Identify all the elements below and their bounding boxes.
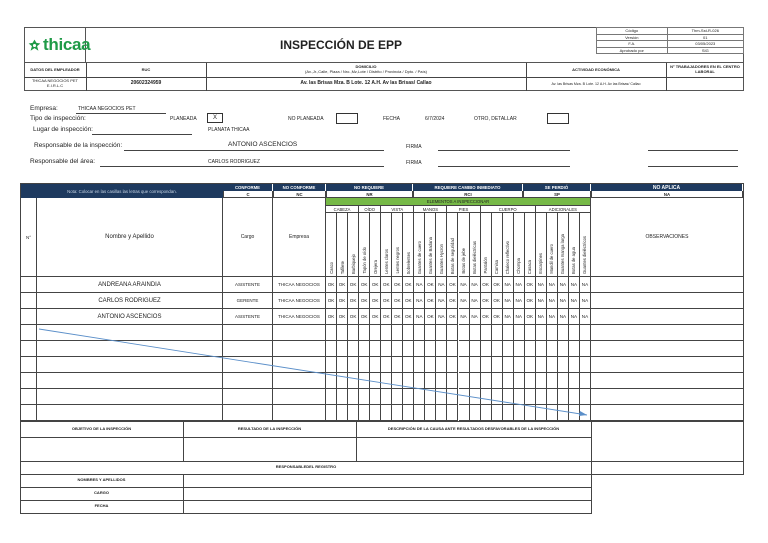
element-column-header (436, 213, 447, 277)
legend-band-label: NO REQUIERE (326, 184, 413, 191)
row-mark-cell[interactable]: NA (459, 309, 470, 325)
row-observation-cell[interactable] (591, 373, 743, 389)
page-title: INSPECCIÓN DE EPP (279, 38, 403, 52)
strike-line (21, 325, 591, 420)
element-column-header (381, 213, 392, 277)
row-mark-cell[interactable]: NA (470, 277, 481, 293)
row-mark-cell[interactable]: OK (359, 309, 370, 325)
otro-checkbox[interactable] (547, 113, 569, 124)
row-mark-cell[interactable]: NA (569, 277, 580, 293)
label-actividad: ACTIVIDAD ECONÓMICA (572, 66, 620, 72)
element-column-header (425, 213, 436, 277)
row-observation-cell[interactable] (591, 325, 743, 341)
resultado-label: RESULTADO DE LA INSPECCIÓN (237, 425, 302, 431)
row-mark-cell[interactable]: NA (547, 277, 558, 293)
element-column-header (481, 213, 492, 277)
value-trabajadores (666, 77, 744, 91)
legend-band-label: NO CONFORME (273, 184, 326, 191)
row-observation-cell[interactable] (591, 309, 743, 325)
legend-band-code: NC (273, 191, 326, 198)
row-name-cell[interactable]: ANTONIO ASCENCIOS (37, 309, 223, 325)
row-mark-cell[interactable]: OK (403, 309, 414, 325)
row-mark-cell[interactable]: OK (403, 277, 414, 293)
meta-value: Thm-Sst-R-026 (667, 28, 743, 35)
legend-band-code: SP (523, 191, 591, 198)
meta-value: 01 (667, 34, 743, 41)
row-name-cell[interactable]: CARLOS RODRIGUEZ (37, 293, 223, 309)
element-column-header (514, 213, 525, 277)
row-mark-cell[interactable]: OK (525, 277, 536, 293)
row-mark-cell[interactable]: NA (514, 277, 525, 293)
legend-band-code: C (223, 191, 273, 198)
row-mark-cell[interactable]: OK (447, 293, 458, 309)
resp-area-value: CARLOS RODRIGUEZ (208, 159, 260, 165)
row-mark-cell[interactable]: NA (514, 293, 525, 309)
row-mark-cell[interactable]: OK (381, 293, 392, 309)
row-mark-cell[interactable]: NA (459, 277, 470, 293)
legend-band-label: CONFORME (223, 184, 273, 191)
value-ruc: 20602324959 (130, 80, 162, 87)
element-item-label: Guantes manga larga (560, 233, 566, 274)
planeada-label: PLANEADA (170, 116, 197, 122)
row-mark-cell[interactable]: NA (414, 277, 425, 293)
row-mark-cell[interactable]: OK (326, 309, 337, 325)
lugar-value: PLANATA THICAA (208, 127, 250, 133)
resp-inspeccion-label: Responsable de la inspección: (34, 142, 123, 149)
row-mark-cell[interactable]: NA (569, 309, 580, 325)
element-column-header (525, 213, 536, 277)
legend-band-label: SE PERDIÓ (523, 184, 591, 191)
resp-area-label: Responsable del área: (30, 158, 96, 165)
row-mark-cell[interactable]: NA (558, 309, 569, 325)
row-mark-cell[interactable]: NA (503, 309, 514, 325)
element-item-label: Lentes claros (383, 249, 389, 274)
row-mark-cell[interactable]: NA (547, 293, 558, 309)
row-mark-cell[interactable]: OK (492, 277, 503, 293)
objetivo-label: OBJETIVO DE LA INSPECCIÓN (71, 425, 132, 431)
element-group-header: PIES (447, 206, 480, 213)
element-item-label: Sobrelentes (405, 251, 411, 274)
row-mark-cell[interactable]: NA (503, 277, 514, 293)
element-item-label: Botas de jebe (461, 248, 467, 274)
lugar-label: Lugar de inspección: (33, 126, 93, 133)
row-number-cell (21, 277, 37, 293)
row-mark-cell[interactable]: OK (359, 293, 370, 309)
row-mark-cell[interactable]: NA (536, 293, 547, 309)
cargo-label: CARGO (94, 490, 109, 496)
row-mark-cell[interactable]: NA (580, 277, 591, 293)
row-cargo-cell: ASISTENTE (223, 309, 273, 325)
element-group-header: VISTA (381, 206, 414, 213)
meta-label: F.A. (597, 41, 668, 48)
meta-value: 03/05/2023 (667, 41, 743, 48)
element-item-label: Lentes negros (394, 247, 400, 274)
row-mark-cell[interactable]: OK (348, 277, 359, 293)
row-observation-cell[interactable] (591, 405, 743, 421)
row-mark-cell[interactable]: OK (348, 293, 359, 309)
row-mark-cell[interactable]: NA (436, 309, 447, 325)
domicilio-subtitle: (Av.,Jr.,Calle, Plaza / Nro.,Mz,Lote / Distrito / Provincia / Dpto. / País) (305, 69, 427, 74)
row-mark-cell[interactable]: OK (348, 309, 359, 325)
resp-inspeccion-value: ANTONIO ASCENCIOS (228, 141, 298, 148)
element-item-label: Pantalón (483, 257, 489, 274)
row-mark-cell[interactable]: NA (470, 293, 481, 309)
row-mark-cell[interactable]: OK (359, 277, 370, 293)
row-mark-cell[interactable]: NA (436, 277, 447, 293)
row-mark-cell[interactable]: OK (492, 309, 503, 325)
meta-row (597, 47, 744, 54)
row-mark-cell[interactable]: OK (481, 277, 492, 293)
legend-band-code: NR (326, 191, 413, 198)
row-mark-cell[interactable]: OK (492, 293, 503, 309)
row-mark-cell[interactable]: OK (447, 277, 458, 293)
fecha-value: 6/7/2024 (425, 116, 445, 122)
elements-title (326, 198, 591, 206)
legend-band-code: NA (591, 191, 743, 198)
element-item-label: Casaca (527, 259, 533, 274)
row-mark-cell[interactable]: OK (392, 309, 403, 325)
row-mark-cell[interactable]: NA (436, 293, 447, 309)
row-mark-cell[interactable]: OK (370, 277, 381, 293)
element-item-label: Tafilete (339, 260, 345, 274)
row-mark-cell[interactable]: NA (569, 293, 580, 309)
element-item-label: Orejera (372, 260, 378, 274)
element-item-label: Escarpines (538, 253, 544, 274)
leaf-logo-icon (28, 39, 41, 52)
row-mark-cell[interactable]: NA (580, 293, 591, 309)
label-datos-empleador: DATOS DEL EMPLEADOR (30, 66, 80, 72)
col-empresa-header: Empresa (273, 198, 326, 277)
element-column-header (414, 213, 425, 277)
element-group-header: MANOS (414, 206, 447, 213)
row-mark-cell[interactable]: OK (370, 309, 381, 325)
element-item-label: Botas dieléctricas (472, 241, 478, 274)
legend-note-text: Nota: Colocar en las casillas las letras que correspondan. (67, 188, 177, 194)
meta-label: Versión (597, 34, 668, 41)
value-actividad: Av. las Brisas Mza. B Lote. 12 A.H. Av las Brisas/ Callao (551, 81, 641, 86)
document-meta (596, 27, 744, 54)
row-mark-cell[interactable]: NA (459, 293, 470, 309)
nombres-label: NOMBRES Y APELLIDOS (77, 477, 126, 483)
col-cargo-header: Cargo (223, 198, 273, 277)
element-column-header (470, 213, 481, 277)
element-column-header (569, 213, 580, 277)
element-item-label: Guantes Hycron (438, 243, 444, 274)
element-item-label: Barbiquejo (350, 253, 356, 274)
meta-label: Código (597, 28, 668, 35)
element-item-label: Guantes de cuero (416, 240, 422, 274)
legend-band-label: REQUIERE CAMBIO INMEDIATO (413, 184, 523, 191)
element-column-header (547, 213, 558, 277)
row-mark-cell[interactable]: OK (337, 293, 348, 309)
row-observation-cell[interactable] (591, 293, 743, 309)
element-item-label: Chaleco reflectivo (505, 240, 511, 274)
row-mark-cell[interactable]: OK (392, 293, 403, 309)
value-empresa: THICAA NEGOCIOS PET E.I.R.L.C (31, 78, 78, 88)
row-mark-cell[interactable]: OK (326, 293, 337, 309)
row-mark-cell[interactable]: OK (525, 309, 536, 325)
element-group-header: CUERPO (481, 206, 536, 213)
element-column-header (503, 213, 514, 277)
element-item-label: Mandil de cuero (549, 244, 555, 274)
row-observation-cell[interactable] (591, 277, 743, 293)
legend-band-label: NO APLICA (591, 184, 743, 191)
element-column-header (447, 213, 458, 277)
fecha-label: FECHA (383, 116, 400, 122)
legend-note (21, 184, 223, 198)
element-column-header (536, 213, 547, 277)
element-item-label: Tapón de oído (361, 247, 367, 274)
row-mark-cell[interactable]: NA (470, 309, 481, 325)
empresa-value: THICAA NEGOCIOS PET (78, 106, 136, 112)
row-mark-cell[interactable]: OK (481, 309, 492, 325)
cargo-field[interactable] (184, 488, 591, 500)
row-mark-cell[interactable]: NA (558, 277, 569, 293)
element-column-header (492, 213, 503, 277)
element-item-label: Botas de agua (571, 246, 577, 274)
label-ruc: RUC (141, 66, 151, 72)
row-mark-cell[interactable]: OK (425, 309, 436, 325)
value-domicilio: Av. las Brisas Mza. B Lote. 12 A.H. Av las Brisas/ Callao (300, 80, 432, 87)
row-mark-cell[interactable]: NA (547, 309, 558, 325)
element-group-header: OÍDO (359, 206, 381, 213)
element-column-header (558, 213, 569, 277)
domicilio-title: DOMICILIO (355, 64, 377, 70)
element-column-header (459, 213, 470, 277)
col-name-header: Nombre y Apellido (37, 198, 223, 277)
row-empresa-cell: THICAA NEGOCIOS (273, 309, 326, 325)
row-mark-cell[interactable]: OK (481, 293, 492, 309)
row-mark-cell[interactable]: NA (580, 309, 591, 325)
row-empresa-cell: THICAA NEGOCIOS (273, 277, 326, 293)
element-column-header (359, 213, 370, 277)
row-mark-cell[interactable]: OK (326, 277, 337, 293)
row-mark-cell[interactable]: OK (381, 309, 392, 325)
element-column-header (337, 213, 348, 277)
row-mark-cell[interactable]: NA (503, 293, 514, 309)
responsable-label: RESPONSABLEDEL REGISTRO (275, 464, 337, 470)
element-item-label: Guantes dieléctricos (582, 236, 588, 274)
element-column-header (392, 213, 403, 277)
row-empresa-cell: THICAA NEGOCIOS (273, 293, 326, 309)
row-observation-cell[interactable] (591, 357, 743, 373)
row-mark-cell[interactable]: OK (392, 277, 403, 293)
row-mark-cell[interactable]: OK (337, 277, 348, 293)
fecha-footer-label: FECHA (94, 503, 109, 509)
row-mark-cell[interactable]: NA (514, 309, 525, 325)
row-mark-cell[interactable]: OK (447, 309, 458, 325)
row-mark-cell[interactable]: NA (558, 293, 569, 309)
row-mark-cell[interactable]: OK (337, 309, 348, 325)
col-n-header: N° (21, 198, 37, 277)
row-mark-cell[interactable]: NA (536, 309, 547, 325)
row-mark-cell[interactable]: OK (381, 277, 392, 293)
elements-title-text: ELEMENTOS A INSPECCIONAR (426, 199, 490, 204)
row-mark-cell[interactable]: OK (425, 277, 436, 293)
fecha-field[interactable] (184, 501, 591, 513)
descripcion-label: DESCRIPCIÓN DE LA CAUSA ANTE RESULTADOS DESFAVORABLES DE LA INSPECCIÓN (387, 425, 560, 431)
element-group-header: ADICIONALES (536, 206, 591, 213)
row-mark-cell[interactable]: OK (525, 293, 536, 309)
label-trabajadores: N° TRABAJADORES EN EL CENTRO LABORAL (670, 64, 740, 74)
element-item-label: Chompa (516, 258, 522, 274)
row-mark-cell[interactable]: NA (414, 309, 425, 325)
empresa-label: Empresa: (30, 105, 58, 112)
tipo-inspeccion-label: Tipo de inspección: (30, 115, 86, 122)
firma2-label: FIRMA (406, 160, 422, 166)
element-item-label: Casco (328, 262, 334, 274)
row-mark-cell[interactable]: NA (536, 277, 547, 293)
element-item-label: Camisa (494, 259, 500, 274)
row-number-cell (21, 309, 37, 325)
row-number-cell (21, 293, 37, 309)
element-column-header (326, 213, 337, 277)
meta-label: Aprobado por (597, 47, 668, 54)
legend-band-code: RCI (413, 191, 523, 198)
row-cargo-cell: GERENTE (223, 293, 273, 309)
row-observation-cell[interactable] (591, 389, 743, 405)
label-domicilio (206, 63, 526, 77)
element-group-header: CABEZA (326, 206, 359, 213)
row-name-cell[interactable]: ANDREANA ARAINDIA (37, 277, 223, 293)
col-obs-header: OBSERVACIONES (591, 198, 743, 277)
element-column-header (403, 213, 414, 277)
planeada-checkbox[interactable]: X (207, 113, 223, 123)
element-column-header (348, 213, 359, 277)
meta-value: SIG (667, 47, 743, 54)
row-mark-cell[interactable]: NA (414, 293, 425, 309)
row-mark-cell[interactable]: OK (425, 293, 436, 309)
otro-label: OTRO, DETALLAR (474, 116, 517, 122)
no-planeada-label: NO PLANEADA (288, 116, 324, 122)
row-observation-cell[interactable] (591, 341, 743, 357)
row-mark-cell[interactable]: OK (403, 293, 414, 309)
logo-text: thicaa (43, 35, 91, 54)
row-mark-cell[interactable]: OK (370, 293, 381, 309)
element-column-header (370, 213, 381, 277)
row-cargo-cell: ASISTENTE (223, 277, 273, 293)
element-column-header (580, 213, 591, 277)
no-planeada-checkbox[interactable] (336, 113, 358, 124)
nombres-field[interactable] (184, 475, 591, 487)
firma1-label: FIRMA (406, 144, 422, 150)
element-item-label: Botas de seguridad (449, 237, 455, 274)
element-item-label: Guantes de Badana (427, 236, 433, 274)
